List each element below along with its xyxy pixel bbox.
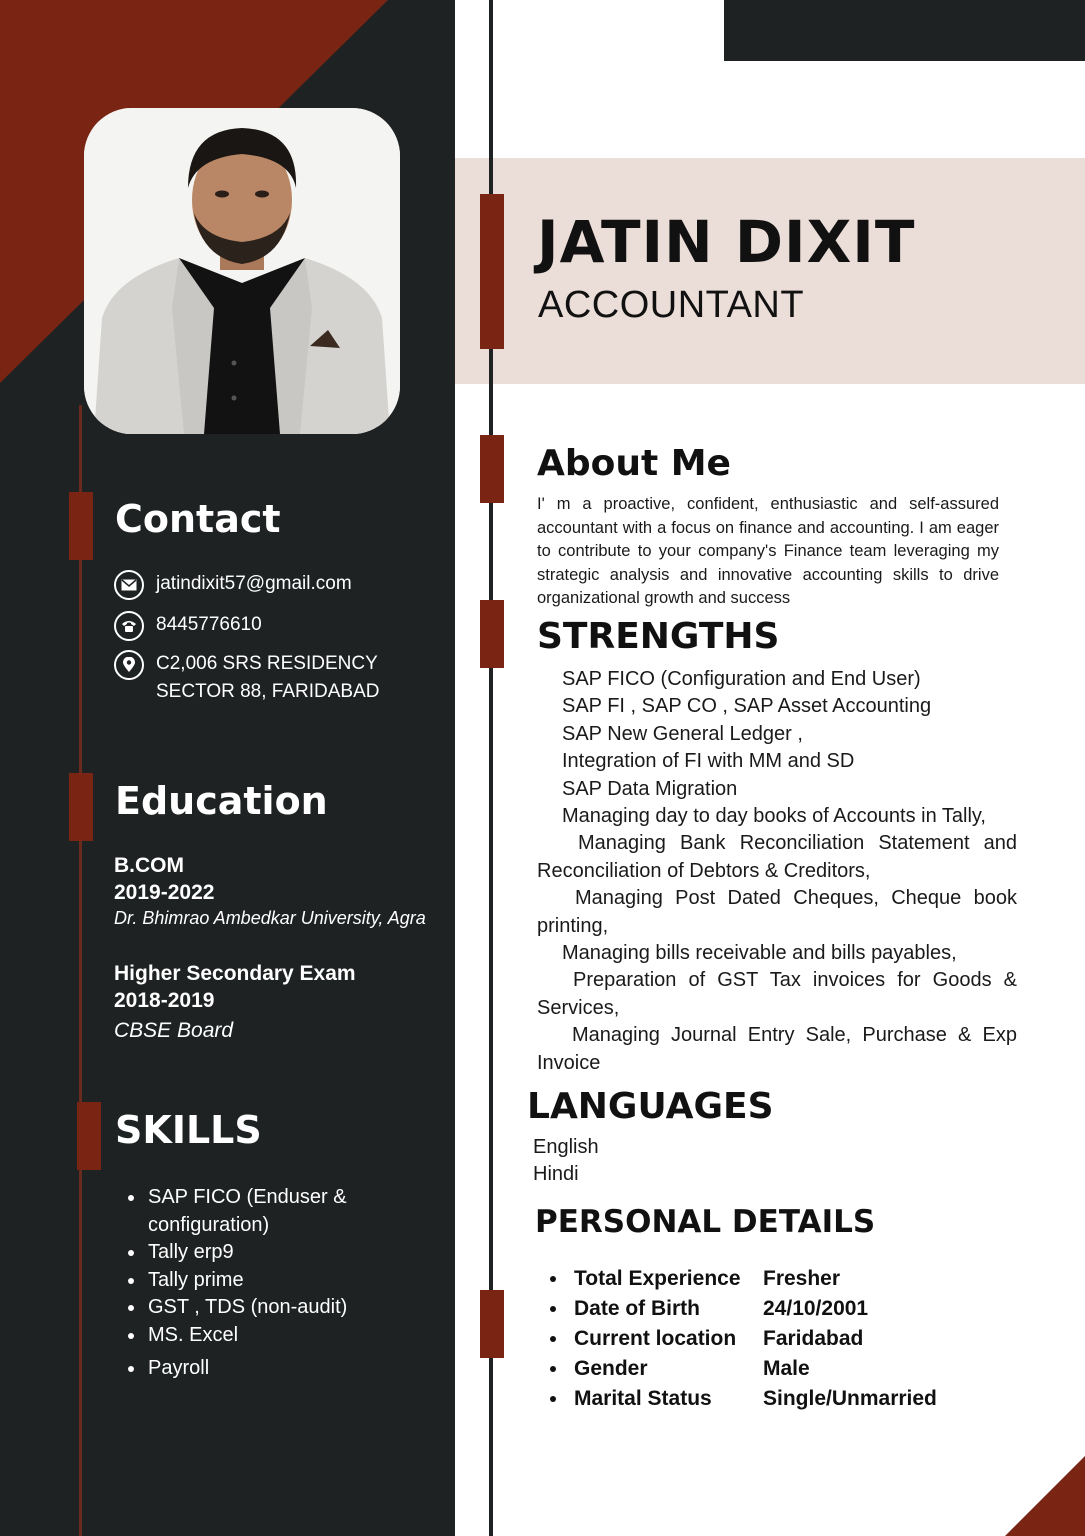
- detail-value: Fresher: [763, 1267, 841, 1290]
- person-portrait-icon: [84, 108, 400, 434]
- education-institution: Dr. Bhimrao Ambedkar University, Agra: [114, 908, 426, 928]
- education-years: 2019-2022: [114, 881, 215, 904]
- skills-list: [124, 1184, 364, 1383]
- detail-label: Current location: [574, 1327, 737, 1350]
- strength-item: SAP FI , SAP CO , SAP Asset Accounting: [562, 695, 932, 718]
- language-item: Hindi: [533, 1163, 579, 1185]
- skills-heading: SKILLS: [115, 1108, 262, 1152]
- education-heading: Education: [115, 779, 328, 823]
- strength-item: Managing Post Dated Cheques, Cheque book printing,: [537, 887, 1017, 937]
- personal-details-heading: PERSONAL DETAILS: [535, 1204, 876, 1240]
- personal-details-list: [550, 1264, 937, 1414]
- contact-address: [114, 650, 380, 706]
- job-title: ACCOUNTANT: [538, 284, 805, 326]
- strengths-heading: STRENGTHS: [537, 616, 780, 657]
- strengths-marker: [480, 600, 504, 668]
- profile-photo: [84, 108, 400, 434]
- personal-marker: [480, 1290, 504, 1358]
- strength-item: Managing bills receivable and bills payables,: [562, 942, 957, 965]
- phone-icon: [114, 611, 144, 641]
- location-icon: [114, 650, 144, 680]
- strength-item: SAP New General Ledger ,: [562, 722, 803, 745]
- personal-detail-row: [550, 1294, 937, 1324]
- education-marker: [69, 773, 93, 841]
- strength-item: SAP Data Migration: [562, 777, 738, 800]
- address-line-2: SECTOR 88, FARIDABAD: [156, 681, 380, 702]
- personal-detail-row: [550, 1264, 937, 1294]
- detail-value: Male: [763, 1357, 810, 1380]
- education-institution: CBSE Board: [114, 1019, 234, 1042]
- strength-item: Integration of FI with MM and SD: [562, 750, 855, 773]
- detail-value: 24/10/2001: [763, 1297, 869, 1320]
- education-entry: [114, 960, 356, 1048]
- skill-item: GST , TDS (non-audit): [124, 1294, 364, 1322]
- left-sidebar: [0, 0, 455, 1536]
- languages-heading: LANGUAGES: [527, 1086, 774, 1127]
- contact-heading: Contact: [115, 497, 281, 541]
- name-marker: [480, 194, 504, 349]
- detail-value: Faridabad: [763, 1327, 864, 1350]
- strength-item: Managing Journal Entry Sale, Purchase & Exp Invoice: [537, 1024, 1017, 1074]
- education-degree: B.COM: [114, 854, 184, 877]
- contact-email[interactable]: [114, 570, 352, 600]
- strength-item: Managing Bank Reconciliation Statement and Reconciliation of Debtors & Creditors,: [537, 832, 1017, 882]
- strengths-list: [537, 666, 1017, 1077]
- corner-accent-shape: [1005, 1456, 1085, 1536]
- top-dark-bar: [724, 0, 1085, 61]
- strength-item: SAP FICO (Configuration and End User): [562, 668, 921, 690]
- contact-phone[interactable]: [114, 611, 262, 641]
- language-item: English: [533, 1136, 599, 1158]
- sidebar-vertical-rule: [79, 405, 82, 1536]
- detail-label: Total Experience: [574, 1267, 741, 1290]
- candidate-name: JATIN DIXIT: [537, 208, 916, 276]
- phone-text: 8445776610: [156, 614, 262, 635]
- education-years: 2018-2019: [114, 989, 215, 1012]
- education-degree: Higher Secondary Exam: [114, 962, 356, 985]
- about-text: I' m a proactive, confident, enthusiastic and self-assured accountant with a focus on finance and accounting. I am eager to contribute to your company's Finance team leveraging my strategic analysis and innovative accounting skills to drive organizational growth and success: [537, 495, 999, 607]
- skill-item: SAP FICO (Enduser & configuration): [124, 1184, 364, 1239]
- detail-label: Date of Birth: [574, 1297, 700, 1320]
- address-line-1: C2,006 SRS RESIDENCY: [156, 653, 378, 674]
- about-marker: [480, 435, 504, 503]
- skills-marker: [77, 1102, 101, 1170]
- skill-item: Payroll: [124, 1355, 364, 1383]
- skill-item: Tally erp9: [124, 1239, 364, 1267]
- skill-item: MS. Excel: [124, 1322, 364, 1350]
- languages-list: [533, 1134, 599, 1188]
- personal-detail-row: [550, 1324, 937, 1354]
- strength-item: Managing day to day books of Accounts in Tally,: [562, 805, 986, 828]
- email-text: jatindixit57@gmail.com: [156, 573, 352, 594]
- email-icon: [114, 570, 144, 600]
- about-heading: About Me: [537, 443, 731, 484]
- personal-detail-row: [550, 1354, 937, 1384]
- detail-label: Marital Status: [574, 1387, 712, 1410]
- address-text: [156, 650, 380, 706]
- skill-item: Tally prime: [124, 1267, 364, 1295]
- detail-value: Single/Unmarried: [763, 1387, 937, 1410]
- contact-marker: [69, 492, 93, 560]
- education-entry: [114, 852, 426, 930]
- strength-item: Preparation of GST Tax invoices for Goods & Services,: [537, 969, 1017, 1019]
- detail-label: Gender: [574, 1357, 648, 1380]
- personal-detail-row: [550, 1384, 937, 1414]
